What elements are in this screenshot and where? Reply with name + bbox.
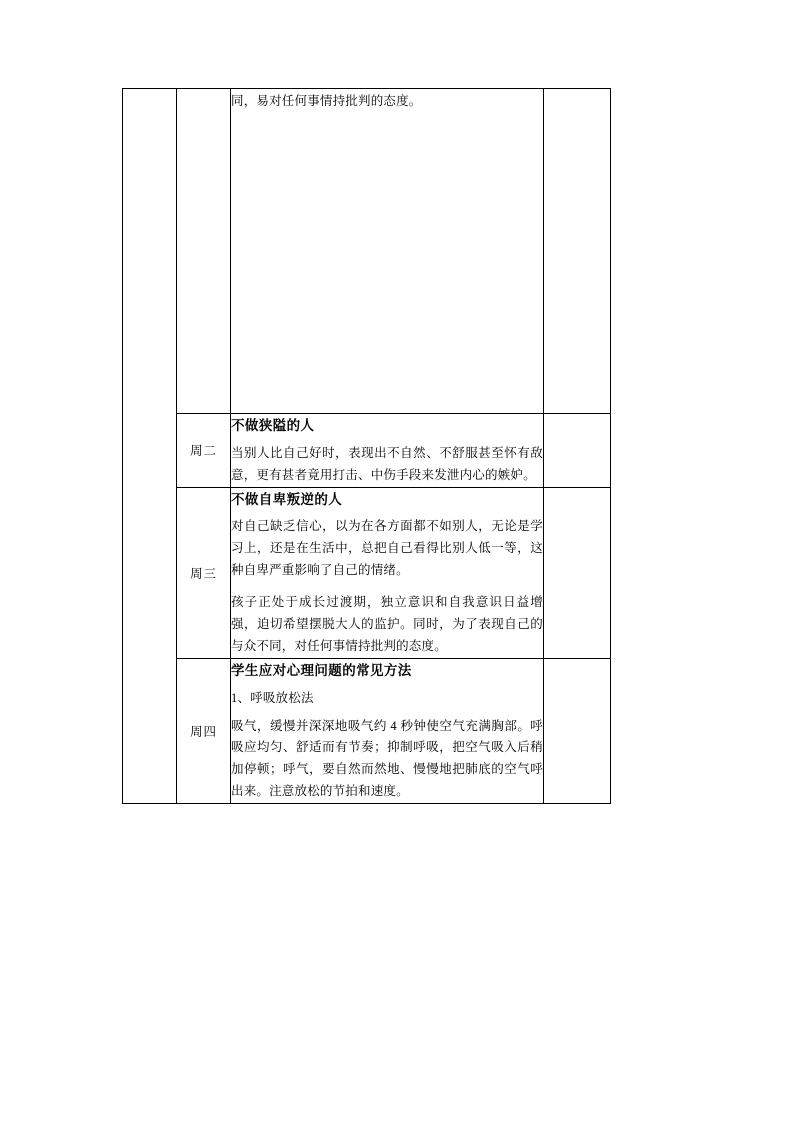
week-label-cell [177,89,231,414]
content-cell [231,413,544,487]
content-cell [231,487,544,658]
section-title: 不做自卑叛逆的人 [231,491,343,507]
paragraph: 当别人比自己好时，表现出不自然、不舒服甚至怀有敌意，更有甚者竟用打击、中伤手段来发泄内心的嫉妒。 [231,445,543,482]
paragraph: 同，易对任何事情持批判的态度。 [231,94,422,108]
content-cell [231,89,544,414]
table-row [123,658,611,803]
table-row [123,413,611,487]
content-table [122,88,611,804]
vertical-spacer [231,113,543,413]
paragraph: 孩子正处于成长过渡期，独立意识和自我意识日益增强，迫切希望摆脱大人的监护。同时，为了表现自己的与众不同，对任何事情持批判的态度。 [231,595,543,653]
week-label-cell: 周二 [177,413,231,487]
table-row [123,487,611,658]
row-category-cell [123,89,177,804]
notes-cell [544,413,611,487]
content-cell [231,658,544,803]
section-title: 学生应对心理问题的常见方法 [231,662,412,678]
paragraph: 吸气，缓慢并深深地吸气约 4 秒钟使空气充满胸部。呼吸应均匀、舒适而有节奏；抑制呼吸，把空气吸入后稍加停顿；呼气，要自然而然地、慢慢地把肺底的空气呼出来。注意放松的节拍和速度。 [231,718,543,799]
notes-cell [544,89,611,414]
week-label-cell: 周四 [177,658,231,803]
week-label-cell: 周三 [177,487,231,658]
notes-cell [544,658,611,803]
notes-cell [544,487,611,658]
section-title: 不做狭隘的人 [231,417,315,433]
table-row [123,89,611,414]
paragraph: 对自己缺乏信心，以为在各方面都不如别人，无论是学习上，还是在生活中，总把自己看得比别人低一等，这种自卑严重影响了自己的情绪。 [231,519,543,578]
subsection-heading: 1、呼吸放松法 [231,690,314,705]
